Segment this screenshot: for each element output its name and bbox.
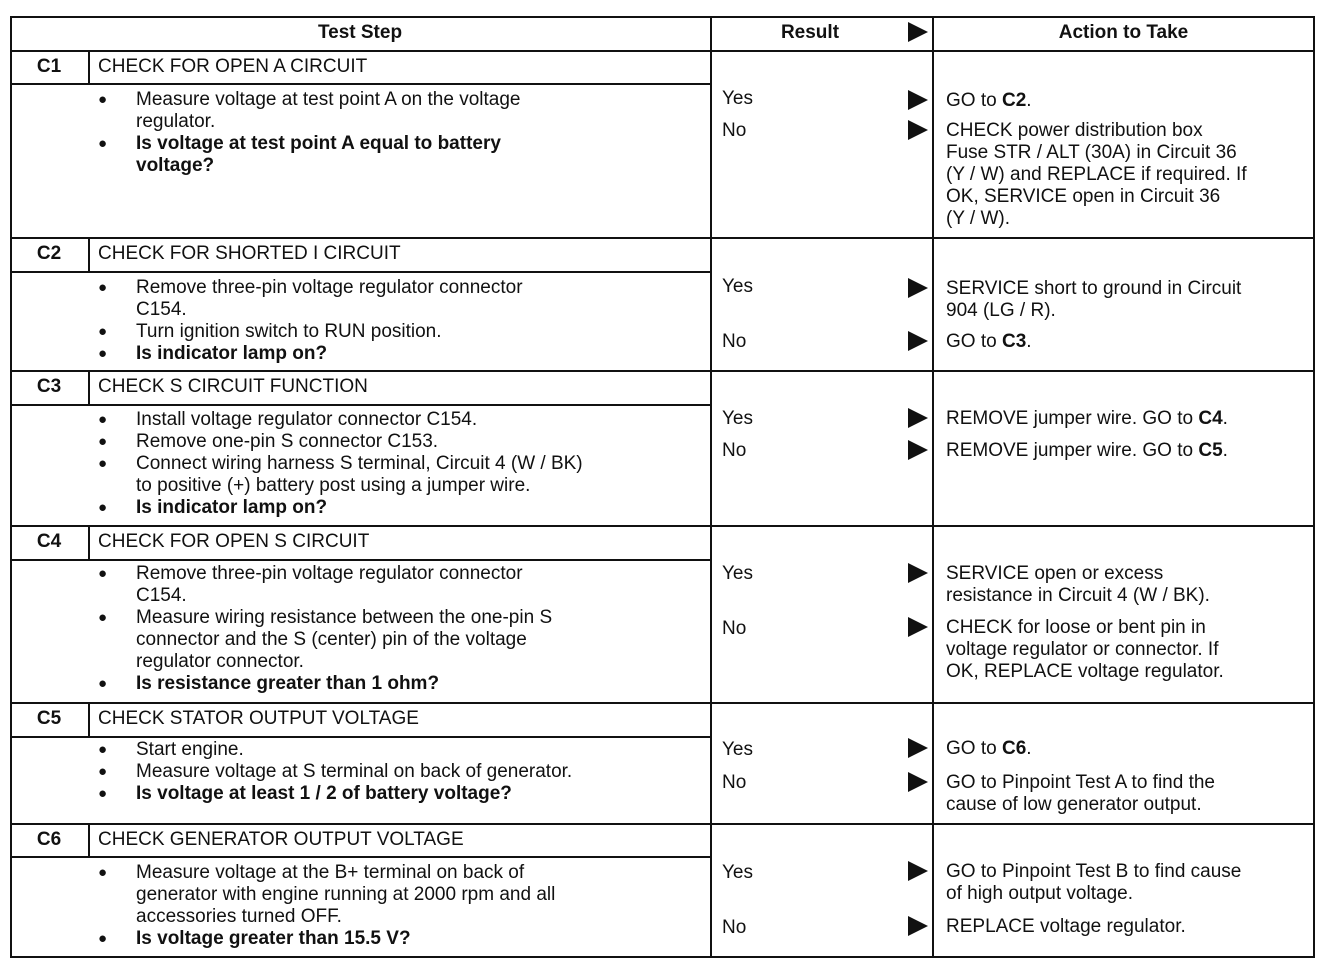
- test-instruction: ● Install voltage regulator connector C154.: [98, 409, 706, 431]
- title-divider: [10, 83, 710, 85]
- step-id: C2: [36, 243, 62, 264]
- result-arrow-icon: [908, 738, 928, 758]
- action-text: CHECK for loose or bent pin in voltage regulator or connector. If OK, REPLACE voltage regulator.: [946, 617, 1224, 682]
- title-divider: [10, 271, 710, 273]
- bullet-list: [98, 277, 706, 365]
- row-divider: [10, 525, 1315, 527]
- action-step-ref: C2: [1001, 90, 1027, 111]
- header-arrow-icon: [908, 22, 928, 42]
- test-instruction: ● Measure voltage at the B+ terminal on back of generator with engine running at 2000 rpm and all accessories turned OFF.: [98, 862, 706, 928]
- action-text: REPLACE voltage regulator.: [946, 916, 1186, 937]
- action-text: GO to Pinpoint Test A to find the cause of low generator output.: [946, 772, 1215, 815]
- table-left-border: [10, 16, 12, 958]
- result-arrow-icon: [908, 563, 928, 583]
- header-test-step: Test Step: [317, 22, 403, 43]
- result-no: No: [722, 917, 747, 938]
- title-divider: [10, 856, 710, 858]
- result-arrow-icon: [908, 278, 928, 298]
- row-divider: [10, 702, 1315, 704]
- action-step-ref: C6: [1001, 738, 1027, 759]
- step-title: CHECK FOR OPEN A CIRCUIT: [98, 56, 368, 77]
- step-id: C3: [36, 376, 62, 397]
- row-divider: [10, 237, 1315, 239]
- step-title: CHECK STATOR OUTPUT VOLTAGE: [98, 708, 419, 729]
- result-no: No: [722, 772, 747, 793]
- step-divider: [88, 823, 90, 856]
- title-divider: [10, 404, 710, 406]
- header-divider: [10, 50, 1315, 52]
- result-arrow-icon: [908, 617, 928, 637]
- test-instruction: ● Measure voltage at S terminal on back of generator.: [98, 761, 706, 783]
- step-divider: [88, 370, 90, 404]
- action-step-ref: C5: [1198, 440, 1223, 461]
- header-action: Action to Take: [1058, 22, 1189, 43]
- test-question: ● Is voltage greater than 15.5 V?: [98, 928, 706, 950]
- result-arrow-icon: [908, 772, 928, 792]
- bullet-list: [98, 862, 706, 950]
- header-result: Result: [780, 22, 840, 43]
- result-no: No: [722, 440, 747, 461]
- result-no: No: [722, 618, 747, 639]
- step-title: CHECK GENERATOR OUTPUT VOLTAGE: [98, 829, 464, 850]
- step-id: C6: [36, 829, 62, 850]
- title-divider: [10, 559, 710, 561]
- test-instruction: ● Start engine.: [98, 739, 706, 761]
- action-text: GO to C3.: [946, 331, 1032, 352]
- step-id: C4: [36, 531, 62, 552]
- bullet-list: [98, 89, 706, 177]
- result-yes: Yes: [722, 862, 753, 883]
- test-question: ● Is voltage at test point A equal to battery voltage?: [98, 133, 706, 177]
- result-no: No: [722, 331, 747, 352]
- row-divider: [10, 823, 1315, 825]
- bullet-list: [98, 563, 706, 695]
- table-bottom-border: [10, 956, 1315, 958]
- result-yes: Yes: [722, 276, 753, 297]
- action-text: GO to C6.: [946, 738, 1032, 759]
- result-arrow-icon: [908, 861, 928, 881]
- action-text: GO to C2.: [946, 90, 1032, 111]
- test-question: ● Is indicator lamp on?: [98, 343, 706, 365]
- result-arrow-icon: [908, 440, 928, 460]
- test-instruction: ● Measure voltage at test point A on the voltage regulator.: [98, 89, 706, 133]
- test-instruction: ● Turn ignition switch to RUN position.: [98, 321, 706, 343]
- action-text: REMOVE jumper wire. GO to C4.: [946, 408, 1228, 429]
- test-instruction: ● Remove one-pin S connector C153.: [98, 431, 706, 453]
- action-text: SERVICE short to ground in Circuit 904 (LG / R).: [946, 278, 1242, 321]
- test-question: ● Is resistance greater than 1 ohm?: [98, 673, 706, 695]
- table-top-border: [10, 16, 1315, 18]
- action-text: GO to Pinpoint Test B to find cause of high output voltage.: [946, 861, 1242, 904]
- test-instruction: ● Connect wiring harness S terminal, Circuit 4 (W / BK) to positive (+) battery post using a jumper wire.: [98, 453, 706, 497]
- test-question: ● Is indicator lamp on?: [98, 497, 706, 519]
- step-divider: [88, 525, 90, 559]
- result-yes: Yes: [722, 88, 753, 109]
- step-divider: [88, 50, 90, 83]
- step-title: CHECK FOR OPEN S CIRCUIT: [98, 531, 370, 552]
- step-title: CHECK FOR SHORTED I CIRCUIT: [98, 243, 401, 264]
- test-instruction: ● Measure wiring resistance between the one-pin S connector and the S (center) pin of the voltage regulator connector.: [98, 607, 706, 673]
- step-divider: [88, 702, 90, 736]
- bullet-list: [98, 409, 706, 519]
- test-question: ● Is voltage at least 1 / 2 of battery voltage?: [98, 783, 706, 805]
- action-text: SERVICE open or excess resistance in Circuit 4 (W / BK).: [946, 563, 1210, 606]
- action-step-ref: C4: [1198, 408, 1223, 429]
- bullet-list: [98, 739, 706, 805]
- result-arrow-icon: [908, 120, 928, 140]
- action-column-divider: [932, 16, 934, 958]
- step-id: C1: [36, 56, 62, 77]
- result-yes: Yes: [722, 739, 753, 760]
- action-step-ref: C3: [1001, 331, 1027, 352]
- result-column-divider: [710, 16, 712, 958]
- test-instruction: ● Remove three-pin voltage regulator connector C154.: [98, 563, 706, 607]
- table-right-border: [1313, 16, 1315, 958]
- result-no: No: [722, 120, 747, 141]
- result-arrow-icon: [908, 916, 928, 936]
- step-divider: [88, 237, 90, 271]
- step-id: C5: [36, 708, 62, 729]
- step-title: CHECK S CIRCUIT FUNCTION: [98, 376, 368, 397]
- result-arrow-icon: [908, 331, 928, 351]
- result-arrow-icon: [908, 90, 928, 110]
- row-divider: [10, 370, 1315, 372]
- result-yes: Yes: [722, 563, 753, 584]
- action-text: REMOVE jumper wire. GO to C5.: [946, 440, 1228, 461]
- title-divider: [10, 736, 710, 738]
- action-text: CHECK power distribution box Fuse STR / ALT (30A) in Circuit 36 (Y / W) and REPLACE if required. If OK, SERVICE open in Circuit 36 (Y / W).: [946, 120, 1247, 229]
- test-instruction: ● Remove three-pin voltage regulator connector C154.: [98, 277, 706, 321]
- result-yes: Yes: [722, 408, 753, 429]
- result-arrow-icon: [908, 408, 928, 428]
- diagnostic-table: [10, 16, 1315, 958]
